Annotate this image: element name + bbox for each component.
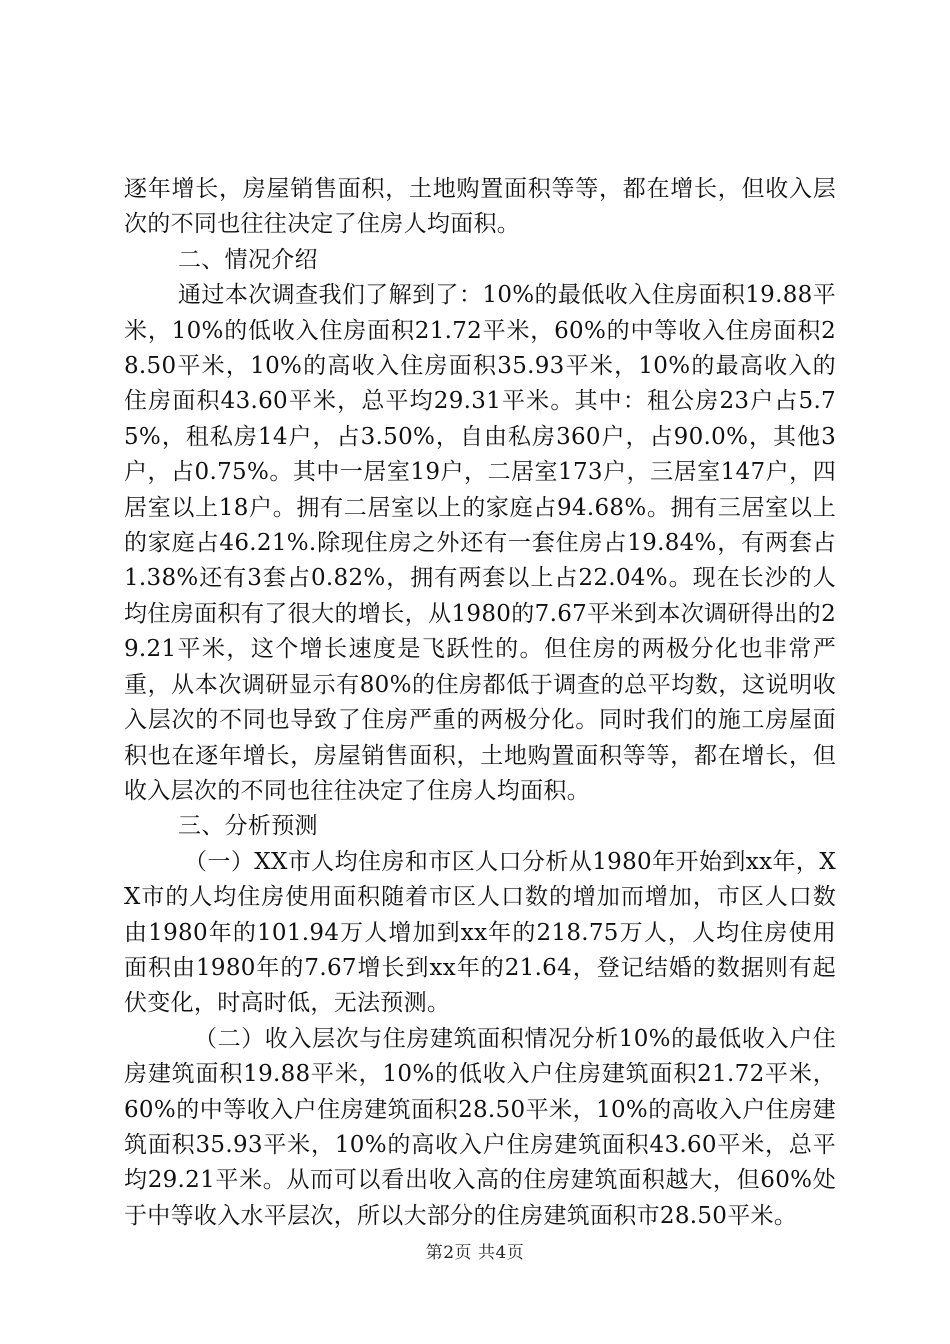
section-heading-analysis: 三、分析预测 [178,813,318,840]
paragraph-income-analysis: （二）收入层次与住房建筑面积情况分析10%的最低收入户住房建筑面积19.88平米，10%的低收入户住房建筑面积21.72平米，60%的中等收入户住房建筑面积28.50平米，10%的高收入户住房建筑面积35.93平米，10%的高收入户住房建筑面积43.60平米，总平均29.21平米。从而可以看出收入高的住房建筑面积越大，但60%处于中等收入水平层次，所以大部分的住房建筑面积市28.50平米。 [124,1025,836,1229]
document-body [124,172,836,1234]
paragraph-survey-findings: 通过本次调查我们了解到了：10%的最低收入住房面积19.88平米，10%的低收入住房面积21.72平米，60%的中等收入住房面积28.50平米，10%的高收入住房面积35.93平米，10%的最高收入的住房面积43.60平米，总平均29.31平米。其中：租公房23户占5.75%，租私房14户，占3.50%，自由私房360户，占90.0%，其他3户，占0.75%。其中一居室19户，二居室173户，三居室147户，四居室以上18户。拥有二居室以上的家庭占94.68%。拥有三居室以上的家庭占46.21%.除现住房之外还有一套住房占19.84%，有两套占1.38%还有3套占0.82%，拥有两套以上占22.04%。现在长沙的人均住房面积有了很大的增长，从1980的7.67平米到本次调研得出的29.21平米，这个增长速度是飞跃性的。但住房的两极分化也非常严重，从本次调研显示有80%的住房都低于调查的总平均数，这说明收入层次的不同也导致了住房严重的两极分化。同时我们的施工房屋面积也在逐年增长，房屋销售面积，土地购置面积等等，都在增长，但收入层次的不同也往往决定了住房人均面积。 [124,282,836,804]
paragraph-population-analysis: （一）XX市人均住房和市区人口分析从1980年开始到xx年，XX市的人均住房使用面积随着市区人口数的增加而增加，市区人口数由1980年的101.94万人增加到xx年的218.75万人，人均住房使用面积由1980年的7.67增长到xx年的21.64，登记结婚的数据则有起伏变化，时高时低，无法预测。 [124,848,836,1017]
section-heading-situation: 二、情况介绍 [178,246,318,273]
paragraph-continuation: 逐年增长，房屋销售面积，土地购置面积等等，都在增长，但收入层次的不同也往往决定了住房人均面积。 [124,176,836,238]
page-number-footer: 第2页 共4页 [425,1243,525,1263]
